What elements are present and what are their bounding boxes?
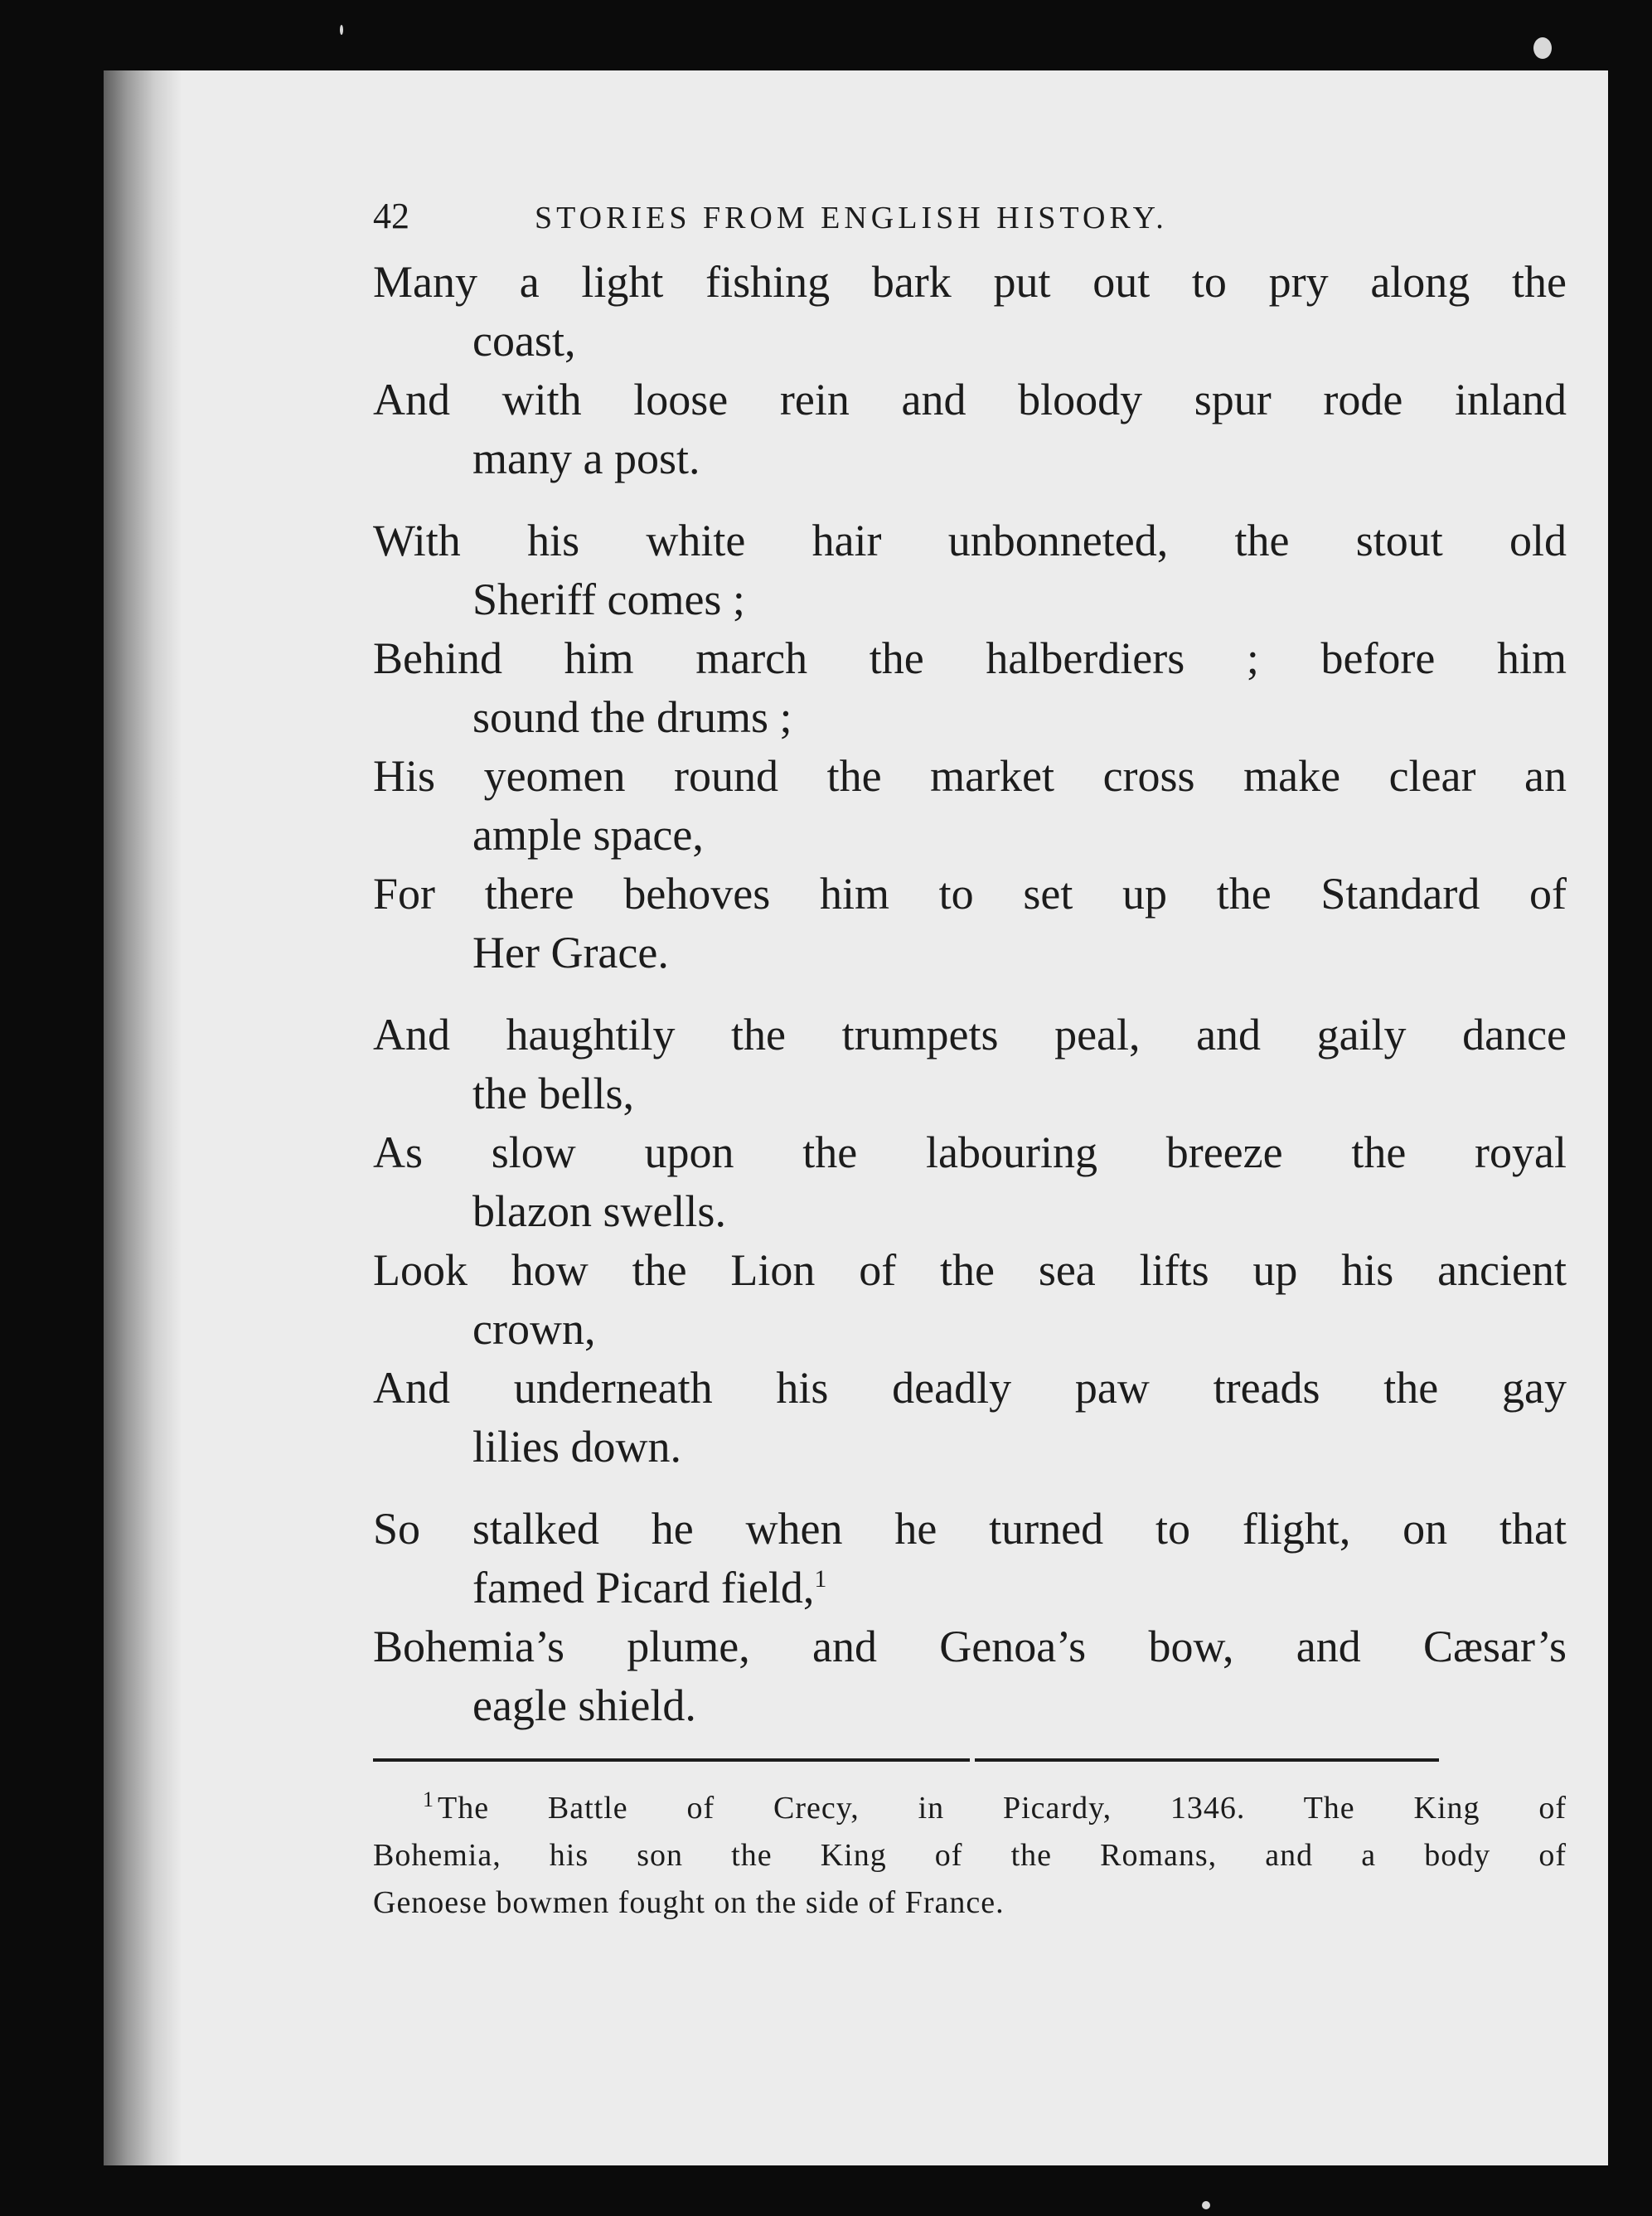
verse-turnover: ample space, [472, 810, 704, 860]
stanza-2 [373, 512, 1567, 982]
footnote-rule-segment [373, 1758, 970, 1762]
footnote-line: Genoese bowmen fought on the side of France. [373, 1885, 1005, 1920]
footnote-marker: 1 [423, 1787, 434, 1812]
verse-line: With his white hair unbonneted, the stout old [373, 516, 1567, 565]
stanza-4 [373, 1500, 1567, 1735]
verse-line: His yeomen round the market cross make clear an [373, 751, 1567, 801]
verse-line: Behind him march the halberdiers ; before him [373, 633, 1567, 683]
page-gutter-shadow [104, 70, 182, 2165]
verse-turnover: eagle shield. [472, 1680, 696, 1730]
verse-turnover: lilies down. [472, 1422, 681, 1472]
verse-line: And haughtily the trumpets peal, and gaily dance [373, 1010, 1567, 1060]
verse-turnover: many a post. [472, 434, 700, 483]
verse-turnover: sound the drums ; [472, 692, 792, 742]
verse-line: Many a light fishing bark put out to pry along the [373, 257, 1567, 307]
verse-line: Look how the Lion of the sea lifts up his ancient [373, 1245, 1567, 1295]
page-number: 42 [373, 196, 409, 236]
page-content [373, 195, 1567, 1927]
footnote-rule-segment [975, 1758, 1439, 1762]
verse-turnover [373, 1559, 1567, 1617]
stanza-1 [373, 253, 1567, 488]
verse-turnover: Sheriff comes ; [472, 575, 745, 624]
footnote-line [373, 1785, 1567, 1832]
verse-line: As slow upon the labouring breeze the royal [373, 1127, 1567, 1177]
verse-line: And with loose rein and bloody spur rode inland [373, 375, 1567, 424]
verse-line: For there behoves him to set up the Standard of [373, 869, 1567, 919]
footnote-line-text: The Battle of Crecy, in Picardy, 1346. The King of [438, 1791, 1567, 1826]
verse-line: So stalked he when he turned to flight, on that [373, 1504, 1567, 1554]
verse-turnover: crown, [472, 1304, 596, 1354]
verse-line: And underneath his deadly paw treads the gay [373, 1363, 1567, 1413]
book-page [104, 70, 1616, 2165]
footnote-rule [373, 1758, 1567, 1762]
verse-turnover-text: famed Picard field, [472, 1563, 815, 1612]
verse-turnover: the bells, [472, 1069, 634, 1118]
running-head [373, 195, 1567, 253]
verse-line: Bohemia’s plume, and Genoa’s bow, and Cæsar’s [373, 1622, 1567, 1671]
footnote-line: Bohemia, his son the King of the Romans, and a body of [373, 1838, 1567, 1873]
footnote-reference: 1 [814, 1565, 827, 1593]
footnote [373, 1785, 1567, 1927]
verse-turnover: blazon swells. [472, 1186, 726, 1236]
page-right-edge [1608, 70, 1633, 2165]
running-title: STORIES FROM ENGLISH HISTORY. [535, 201, 1168, 235]
verse-turnover: Her Grace. [472, 928, 669, 977]
verse-turnover: coast, [472, 316, 576, 366]
stanza-3 [373, 1006, 1567, 1477]
